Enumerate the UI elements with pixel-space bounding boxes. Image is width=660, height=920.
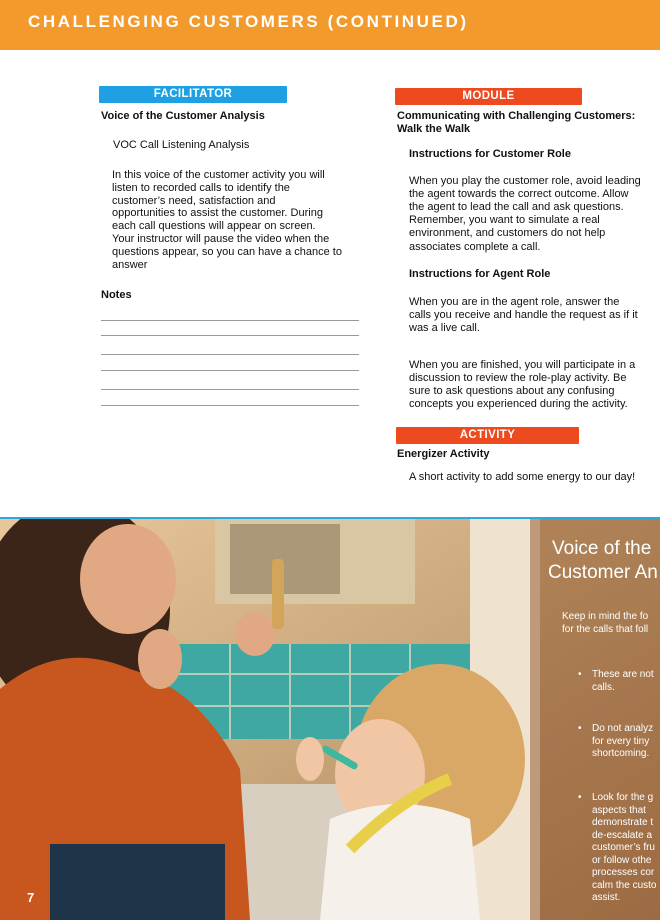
- slide-title-line: Customer An: [548, 562, 658, 583]
- notes-line: [101, 354, 359, 355]
- slide-bullet-line: processes cor: [592, 867, 655, 878]
- finish-body-line: sure to ask questions about any confusing: [409, 385, 615, 398]
- slide-bullet-line: calls.: [592, 681, 615, 693]
- bullet-dot-icon: •: [578, 669, 582, 680]
- module-title-line: Communicating with Challenging Customers:: [397, 110, 636, 122]
- facilitator-title: Voice of the Customer Analysis: [101, 110, 265, 122]
- left-body-line: opportunities to assist the customer. During: [112, 207, 323, 220]
- notes-line: [101, 335, 359, 336]
- slide-bullet-line: shortcoming.: [592, 748, 650, 759]
- finish-body-line: When you are finished, you will participate in a: [409, 359, 636, 371]
- activity-title: Energizer Activity: [397, 448, 490, 460]
- agent-body-line: was a live call.: [409, 322, 480, 335]
- notes-line: [101, 389, 359, 390]
- activity-text: A short activity to add some energy to our day!: [409, 471, 636, 483]
- customer-body-line: the agent towards the correct outcome. Allow: [409, 188, 629, 201]
- page-header: [0, 0, 660, 50]
- agent-role-heading: Instructions for Agent Role: [409, 268, 551, 280]
- finish-body-line: discussion to review the role-play activity. Be: [409, 372, 627, 385]
- bullet-dot-icon: •: [578, 792, 582, 803]
- slide-bullet-line: aspects that: [592, 804, 646, 816]
- left-body-line: In this voice of the customer activity you will: [112, 169, 325, 181]
- slide-intro-line: for the calls that foll: [562, 624, 649, 635]
- slide-bullet-line: Look for the g •: [578, 792, 654, 803]
- agent-body-line: When you are in the agent role, answer the: [409, 296, 620, 308]
- activity-tag: ACTIVITY: [396, 427, 579, 444]
- slide-bullet-line: demonstrate t: [592, 817, 654, 828]
- module-tag: MODULE: [395, 88, 582, 105]
- left-body-line: answer: [112, 258, 148, 271]
- notes-label: Notes: [101, 289, 132, 301]
- facilitator-subtitle: VOC Call Listening Analysis: [113, 139, 250, 151]
- bullet-dot-icon: •: [578, 723, 582, 734]
- module-title-line: Walk the Walk: [397, 123, 471, 135]
- customer-role-heading: Instructions for Customer Role: [409, 148, 571, 160]
- left-body-line: customer’s need, satisfaction and: [112, 194, 276, 207]
- page-title: CHALLENGING CUSTOMERS (CONTINUED): [28, 12, 469, 31]
- finish-body-line: concepts you experienced during the activity.: [409, 398, 628, 411]
- slide-title-line: Voice of the: [552, 538, 652, 559]
- facilitator-tag: FACILITATOR: [99, 86, 287, 103]
- left-body-line: listen to recorded calls to identify the: [112, 181, 290, 194]
- notes-line: [101, 370, 359, 371]
- left-body-line: each call questions will appear on screen.: [112, 220, 316, 233]
- slide-bullet-line: calm the custo: [592, 879, 657, 891]
- slide-bullet-line: Do not analyz •: [578, 723, 654, 734]
- notes-line: [101, 405, 359, 406]
- slide-bullet-line: de-escalate a: [592, 829, 653, 841]
- left-body-line: questions appear, so you can have a chance to: [112, 245, 342, 258]
- notes-line: [101, 320, 359, 321]
- slide-bullet-line: assist.: [592, 892, 621, 903]
- slide-bullet-line: customer’s fru: [592, 842, 655, 853]
- customer-body-line: environment, and customers do not help: [409, 227, 606, 240]
- customer-body-line: associates complete a call.: [409, 240, 541, 253]
- slide-intro-line: Keep in mind the fo: [562, 611, 649, 622]
- agent-body-line: calls you receive and handle the request as if it: [409, 309, 638, 322]
- customer-body-line: Remember, you want to simulate a real: [409, 214, 600, 227]
- page-number: 7: [27, 890, 35, 905]
- customer-body-line: the agent to lead the call and ask questions.: [409, 201, 624, 214]
- slide-bullet-line: or follow othe: [592, 854, 652, 866]
- slide-bullet-line: These are not •: [578, 669, 654, 680]
- left-body-line: Your instructor will pause the video when the: [112, 233, 330, 245]
- slide-bullet-line: for every tiny: [592, 735, 650, 747]
- customer-body-line: When you play the customer role, avoid leading: [409, 175, 641, 187]
